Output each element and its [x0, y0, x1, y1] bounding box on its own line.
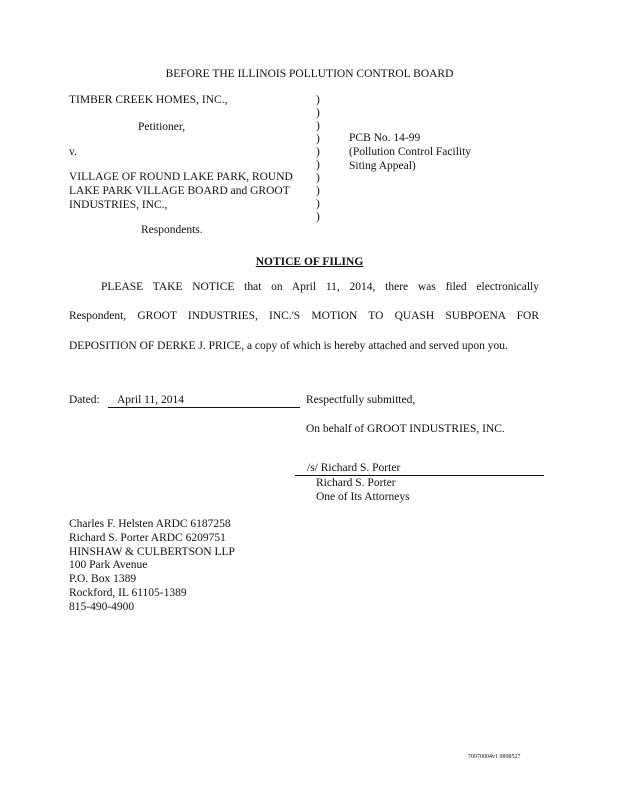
notice-line-1 [69, 281, 539, 295]
respondents-line-1: VILLAGE OF ROUND LAKE PARK, ROUND [69, 171, 293, 184]
paren: ) [316, 172, 320, 184]
paren: ) [316, 133, 320, 145]
paren: ) [316, 94, 320, 106]
case-info [349, 132, 471, 173]
address-city: Rockford, IL 61105-1389 [69, 586, 187, 599]
case-description-2: Siting Appeal) [349, 159, 416, 172]
caption-parties [69, 94, 319, 238]
dated-label: Dated: [69, 394, 100, 406]
paren: ) [316, 211, 320, 223]
notice-title: NOTICE OF FILING [255, 256, 364, 268]
dated-value: April 11, 2014 [117, 394, 184, 406]
dated-underline [108, 407, 300, 408]
signer-name: Richard S. Porter [316, 477, 396, 489]
paren: ) [316, 185, 320, 197]
signer-role: One of Its Attorneys [316, 491, 410, 503]
respondents-line-2: LAKE PARK VILLAGE BOARD and GROOT [69, 185, 290, 198]
paren: ) [316, 146, 320, 158]
paren: ) [316, 198, 320, 210]
case-description-1: (Pollution Control Facility [349, 145, 472, 158]
firm-name: HINSHAW & CULBERTSON LLP [69, 545, 235, 558]
versus-label: v. [69, 145, 77, 158]
attorney-line-2: Richard S. Porter ARDC 6209751 [69, 531, 226, 544]
petitioner-role: Petitioner, [138, 120, 186, 133]
court-heading: BEFORE THE ILLINOIS POLLUTION CONTROL BOARD [165, 68, 454, 80]
notice-line-1-text: PLEASE TAKE NOTICE that on April 11, 2014, there was filed electronically [101, 281, 539, 293]
document-id: 70970004v1 0898527 [468, 754, 521, 760]
respectfully-submitted: Respectfully submitted, [306, 394, 416, 406]
paren: ) [316, 120, 320, 132]
notice-line-3: DEPOSITION OF DERKE J. PRICE, a copy of which is hereby attached and served upon you. [69, 340, 508, 352]
signature-line [295, 475, 544, 476]
address-street: 100 Park Avenue [69, 559, 148, 572]
notice-line-2: Respondent, GROOT INDUSTRIES, INC.'S MOTION TO QUASH SUBPOENA FOR [69, 310, 539, 322]
paren: ) [316, 159, 320, 171]
attorney-block [69, 518, 235, 615]
paren: ) [316, 107, 320, 119]
attorney-line-1: Charles F. Helsten ARDC 6187258 [69, 518, 231, 530]
phone-number: 815-490-4900 [69, 600, 135, 613]
case-number: PCB No. 14-99 [349, 132, 421, 144]
caption-parentheses [316, 94, 324, 224]
address-po-box: P.O. Box 1389 [69, 573, 137, 586]
electronic-signature: /s/ Richard S. Porter [307, 462, 401, 474]
respondents-role: Respondents. [141, 223, 203, 236]
on-behalf-of: On behalf of GROOT INDUSTRIES, INC. [306, 423, 505, 435]
petitioner-name: TIMBER CREEK HOMES, INC., [69, 94, 228, 106]
respondents-line-3: INDUSTRIES, INC., [69, 198, 168, 211]
